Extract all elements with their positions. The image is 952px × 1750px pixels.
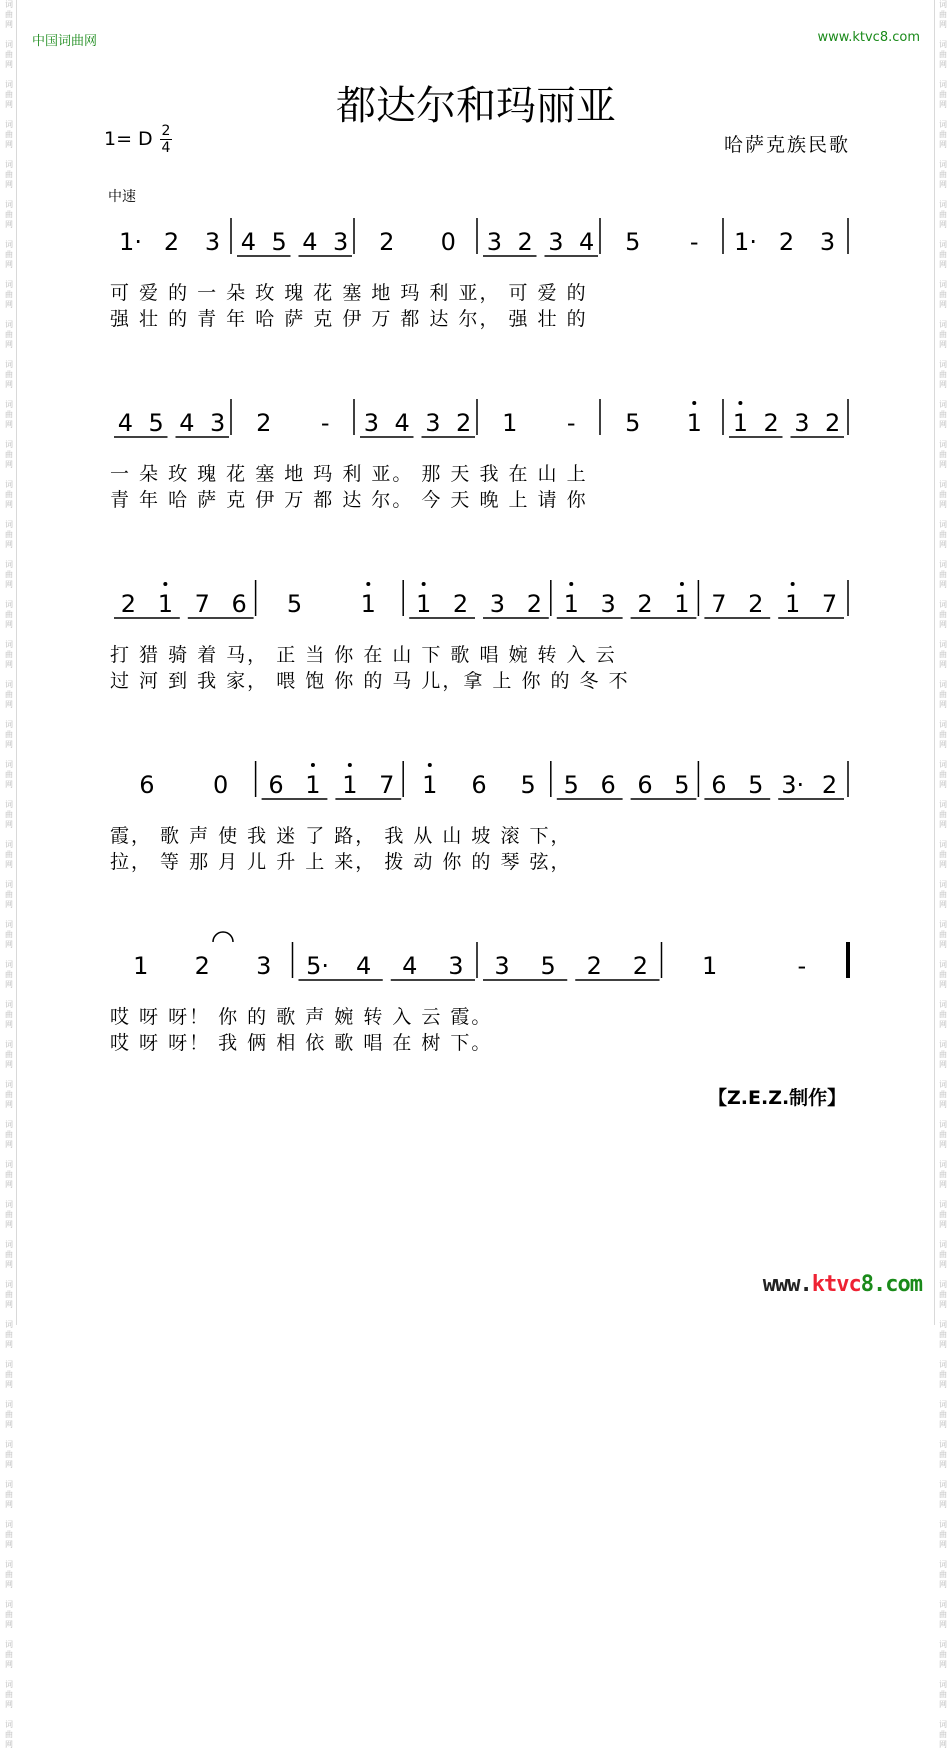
note: 3 bbox=[494, 952, 510, 980]
note: 3 bbox=[489, 590, 506, 618]
logo-ktv: ktvc bbox=[811, 1272, 861, 1297]
note: 4 bbox=[402, 952, 418, 980]
note: 6 bbox=[711, 771, 727, 799]
note: 2 bbox=[748, 590, 764, 618]
lyric-line: 一 朵 玫 瑰 花 塞 地 玛 利 亚。 那 天 我 在 山 上 bbox=[110, 463, 588, 485]
note: 6 bbox=[231, 590, 247, 618]
key-signature: 1= D bbox=[104, 128, 153, 150]
note: 4 bbox=[356, 952, 372, 980]
high-octave-dot bbox=[366, 582, 370, 586]
note: 2 bbox=[632, 952, 649, 980]
note: 5 bbox=[563, 771, 579, 799]
note: 5 bbox=[148, 409, 164, 437]
high-octave-dot bbox=[791, 582, 795, 586]
note: 3 bbox=[332, 228, 349, 256]
note: 1 bbox=[342, 771, 358, 799]
site-name-left: 中国词曲网 bbox=[32, 34, 98, 49]
note: 3 bbox=[204, 228, 221, 256]
note: 1 bbox=[157, 590, 173, 618]
note: 4 bbox=[179, 409, 195, 437]
note: 2 bbox=[120, 590, 137, 618]
note: 1 bbox=[416, 590, 432, 618]
note: 2 bbox=[778, 228, 795, 256]
note: 1 bbox=[502, 409, 518, 437]
note: 1 bbox=[732, 409, 749, 437]
note: 1 bbox=[674, 590, 690, 618]
high-octave-dot bbox=[428, 763, 432, 767]
note: 7 bbox=[821, 590, 838, 618]
note: 6 bbox=[471, 771, 487, 799]
note: 6 bbox=[139, 771, 155, 799]
high-octave-dot bbox=[348, 763, 352, 767]
meter-top: 2 bbox=[161, 123, 171, 139]
note: - bbox=[689, 228, 699, 256]
left-watermark: 词 曲 网 词 曲 网 词 曲 网 词 曲 网 词 曲 网 词 曲 网 词 曲 网 词 曲 网 词 曲 网 词 曲 网 词 曲 网 词 曲 网 词 曲 网 词 曲 网 词 曲 网 词 曲 网 词 曲 网 词 曲 网 词 曲 网 词 曲 网 词 曲 网 词 曲 网 词 曲 网 词 曲 网 词 曲 网 词 曲 网 词 曲 网 词 曲 网 词 曲 网 词 曲 网 词 曲 网 词 曲 网 词 曲 网 词 曲 网 词 曲 网 词 曲 网 词 曲 网 词 曲 网 词 曲 网 词 曲 网 词 曲 网 词 曲 网 词 曲 网 词 曲 网 bbox=[5, 0, 13, 1749]
note: 4 bbox=[578, 228, 595, 256]
note: 3· bbox=[781, 771, 805, 799]
note: 3 bbox=[600, 590, 616, 618]
note: 4 bbox=[117, 409, 134, 437]
note: 3 bbox=[256, 952, 272, 980]
lyric-line: 强 壮 的 青 年 哈 萨 克 伊 万 都 达 尔， 强 壮 的 bbox=[110, 308, 588, 330]
note: 5· bbox=[306, 952, 330, 980]
note: 4 bbox=[302, 228, 318, 256]
high-octave-dot bbox=[311, 763, 315, 767]
note: 3 bbox=[819, 228, 836, 256]
lyric-line: 过 河 到 我 家， 喂 饱 你 的 马 儿，拿 上 你 的 冬 不 bbox=[110, 670, 630, 692]
note: 2 bbox=[763, 409, 779, 437]
note: 3 bbox=[209, 409, 226, 437]
note: 3 bbox=[486, 228, 503, 256]
note: 2 bbox=[452, 590, 469, 618]
note: 5 bbox=[625, 409, 641, 437]
note: 2 bbox=[821, 771, 838, 799]
lyric-line: 哎 呀 呀！ 我 俩 相 依 歌 唱 在 树 下。 bbox=[110, 1032, 493, 1054]
high-octave-dot bbox=[422, 582, 426, 586]
high-octave-dot bbox=[738, 401, 742, 405]
lyric-line: 霞， 歌 声 使 我 迷 了 路， 我 从 山 坡 滚 下， bbox=[110, 825, 572, 847]
note: 5 bbox=[625, 228, 641, 256]
note: 6 bbox=[600, 771, 616, 799]
lyric-line: 可 爱 的 一 朵 玫 瑰 花 塞 地 玛 利 亚， 可 爱 的 bbox=[110, 282, 588, 304]
note: 2 bbox=[586, 952, 602, 980]
note: 3 bbox=[425, 409, 441, 437]
logo-www: www. bbox=[762, 1272, 812, 1297]
credit-label: 【Z.E.Z.制作】 bbox=[708, 1087, 847, 1109]
note: 2 bbox=[455, 409, 472, 437]
note: 0 bbox=[440, 228, 456, 256]
note: 1· bbox=[119, 228, 142, 256]
song-title: 都达尔和玛丽亚 bbox=[336, 83, 616, 129]
note: 1 bbox=[785, 590, 801, 618]
note: 2 bbox=[163, 228, 180, 256]
site-url-right: www.ktvc8.com bbox=[817, 30, 920, 45]
note: 3 bbox=[363, 409, 380, 437]
note: 2 bbox=[824, 409, 841, 437]
right-watermark: 词 曲 网 词 曲 网 词 曲 网 词 曲 网 词 曲 网 词 曲 网 词 曲 网 词 曲 网 词 曲 网 词 曲 网 词 曲 网 词 曲 网 词 曲 网 词 曲 网 词 曲 网 词 曲 网 词 曲 网 词 曲 网 词 曲 网 词 曲 网 词 曲 网 词 曲 网 词 曲 网 词 曲 网 词 曲 网 词 曲 网 词 曲 网 词 曲 网 词 曲 网 词 曲 网 词 曲 网 词 曲 网 词 曲 网 词 曲 网 词 曲 网 词 曲 网 词 曲 网 词 曲 网 词 曲 网 词 曲 网 词 曲 网 词 曲 网 词 曲 网 词 曲 网 bbox=[939, 0, 947, 1749]
note: 5 bbox=[271, 228, 287, 256]
logo-dotcom: 8.com bbox=[860, 1272, 922, 1297]
note: 2 bbox=[637, 590, 653, 618]
note: 1 bbox=[422, 771, 438, 799]
high-octave-dot bbox=[692, 401, 696, 405]
note: 5 bbox=[520, 771, 536, 799]
note: 2 bbox=[256, 409, 272, 437]
note: 1 bbox=[133, 952, 149, 980]
lyric-line: 哎 呀 呀！ 你 的 歌 声 婉 转 入 云 霞。 bbox=[110, 1006, 493, 1028]
note: - bbox=[797, 952, 807, 980]
note: 0 bbox=[213, 771, 229, 799]
song-origin: 哈萨克族民歌 bbox=[724, 134, 851, 156]
note: 4 bbox=[394, 409, 410, 437]
lyric-line: 打 猎 骑 着 马， 正 当 你 在 山 下 歌 唱 婉 转 入 云 bbox=[110, 644, 617, 666]
note: 7 bbox=[379, 771, 395, 799]
high-octave-dot bbox=[569, 582, 573, 586]
note: 2 bbox=[517, 228, 533, 256]
note: 1 bbox=[686, 409, 702, 437]
lyric-line: 拉， 等 那 月 儿 升 上 来， 拨 动 你 的 琴 弦， bbox=[110, 851, 572, 873]
note: 5 bbox=[540, 952, 556, 980]
note: 1 bbox=[563, 590, 579, 618]
note: 1 bbox=[701, 952, 718, 980]
fermata bbox=[213, 932, 233, 942]
note: 1· bbox=[734, 228, 757, 256]
note: 1 bbox=[360, 590, 376, 618]
high-octave-dot bbox=[163, 582, 167, 586]
note: - bbox=[566, 409, 576, 437]
note: 5 bbox=[674, 771, 690, 799]
note: 6 bbox=[637, 771, 653, 799]
note: 2 bbox=[379, 228, 395, 256]
note: 6 bbox=[268, 771, 284, 799]
note: 3 bbox=[794, 409, 810, 437]
note: 3 bbox=[548, 228, 564, 256]
note: 5 bbox=[286, 590, 303, 618]
note: 1 bbox=[305, 771, 321, 799]
tempo-marking: 中速 bbox=[108, 189, 136, 205]
lyric-line: 青 年 哈 萨 克 伊 万 都 达 尔。 今 天 晚 上 请 你 bbox=[110, 489, 588, 511]
note: 2 bbox=[194, 952, 210, 980]
site-logo bbox=[763, 1272, 922, 1297]
note: 3 bbox=[448, 952, 464, 980]
meter-bottom: 4 bbox=[161, 140, 171, 156]
note: - bbox=[320, 409, 330, 437]
note: 7 bbox=[711, 590, 727, 618]
note: 4 bbox=[240, 228, 257, 256]
note: 7 bbox=[194, 590, 210, 618]
high-octave-dot bbox=[680, 582, 684, 586]
note: 5 bbox=[748, 771, 764, 799]
note: 2 bbox=[526, 590, 542, 618]
